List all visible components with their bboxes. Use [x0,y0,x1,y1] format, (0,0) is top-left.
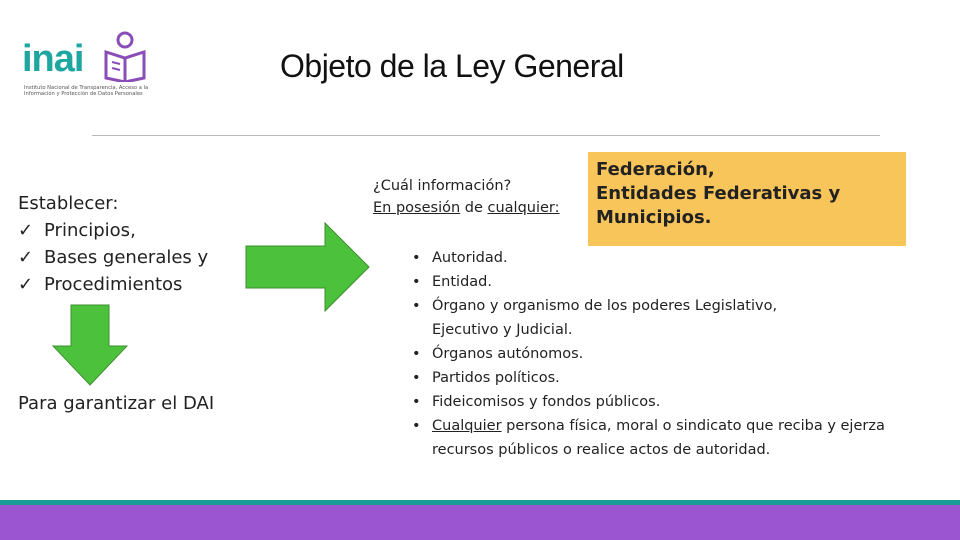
list-item: • Cualquier persona física, moral o sindicato que reciba y ejerza recursos públicos o realice actos de autoridad. [412,418,885,458]
right-arrow-icon [245,222,371,312]
inai-logo [22,30,162,110]
guarantee-text: Para garantizar el DAI [18,393,215,414]
list-item: • Órgano y organismo de los poderes Legislativo, Ejecutivo y Judicial. [412,298,778,338]
check-icon: ✓ [18,274,34,295]
title-divider [92,135,880,136]
logo-wordmark: inai [22,38,84,80]
establish-heading: Establecer: [18,193,119,214]
question-line: ¿Cuál información? [373,178,512,194]
check-icon: ✓ [18,220,34,241]
establish-item: ✓ Procedimientos [18,271,208,298]
list-item: • Entidad. [412,274,492,290]
possession-line: En posesión de cualquier: [373,200,560,216]
box-line: Municipios. [596,207,712,228]
box-line: Entidades Federativas y [596,183,841,204]
slide-title: Objeto de la Ley General [280,48,624,84]
book-person-icon [102,30,148,82]
subject-list [410,246,900,462]
list-item: • Fideicomisos y fondos públicos. [412,394,661,410]
establish-item: ✓ Bases generales y [18,244,208,271]
establish-list [18,190,208,298]
government-levels-box [588,152,906,246]
list-item: • Órganos autónomos. [412,346,584,362]
list-item: • Autoridad. [412,250,508,266]
down-arrow-icon [52,304,128,386]
check-icon: ✓ [18,247,34,268]
logo-subtitle: Instituto Nacional de Transparencia, Acceso a la Información y Protección de Datos Personales [24,85,149,97]
footer-band [0,505,960,540]
box-line: Federación, [596,159,715,180]
establish-item: ✓ Principios, [18,217,208,244]
list-item: • Partidos políticos. [412,370,560,386]
